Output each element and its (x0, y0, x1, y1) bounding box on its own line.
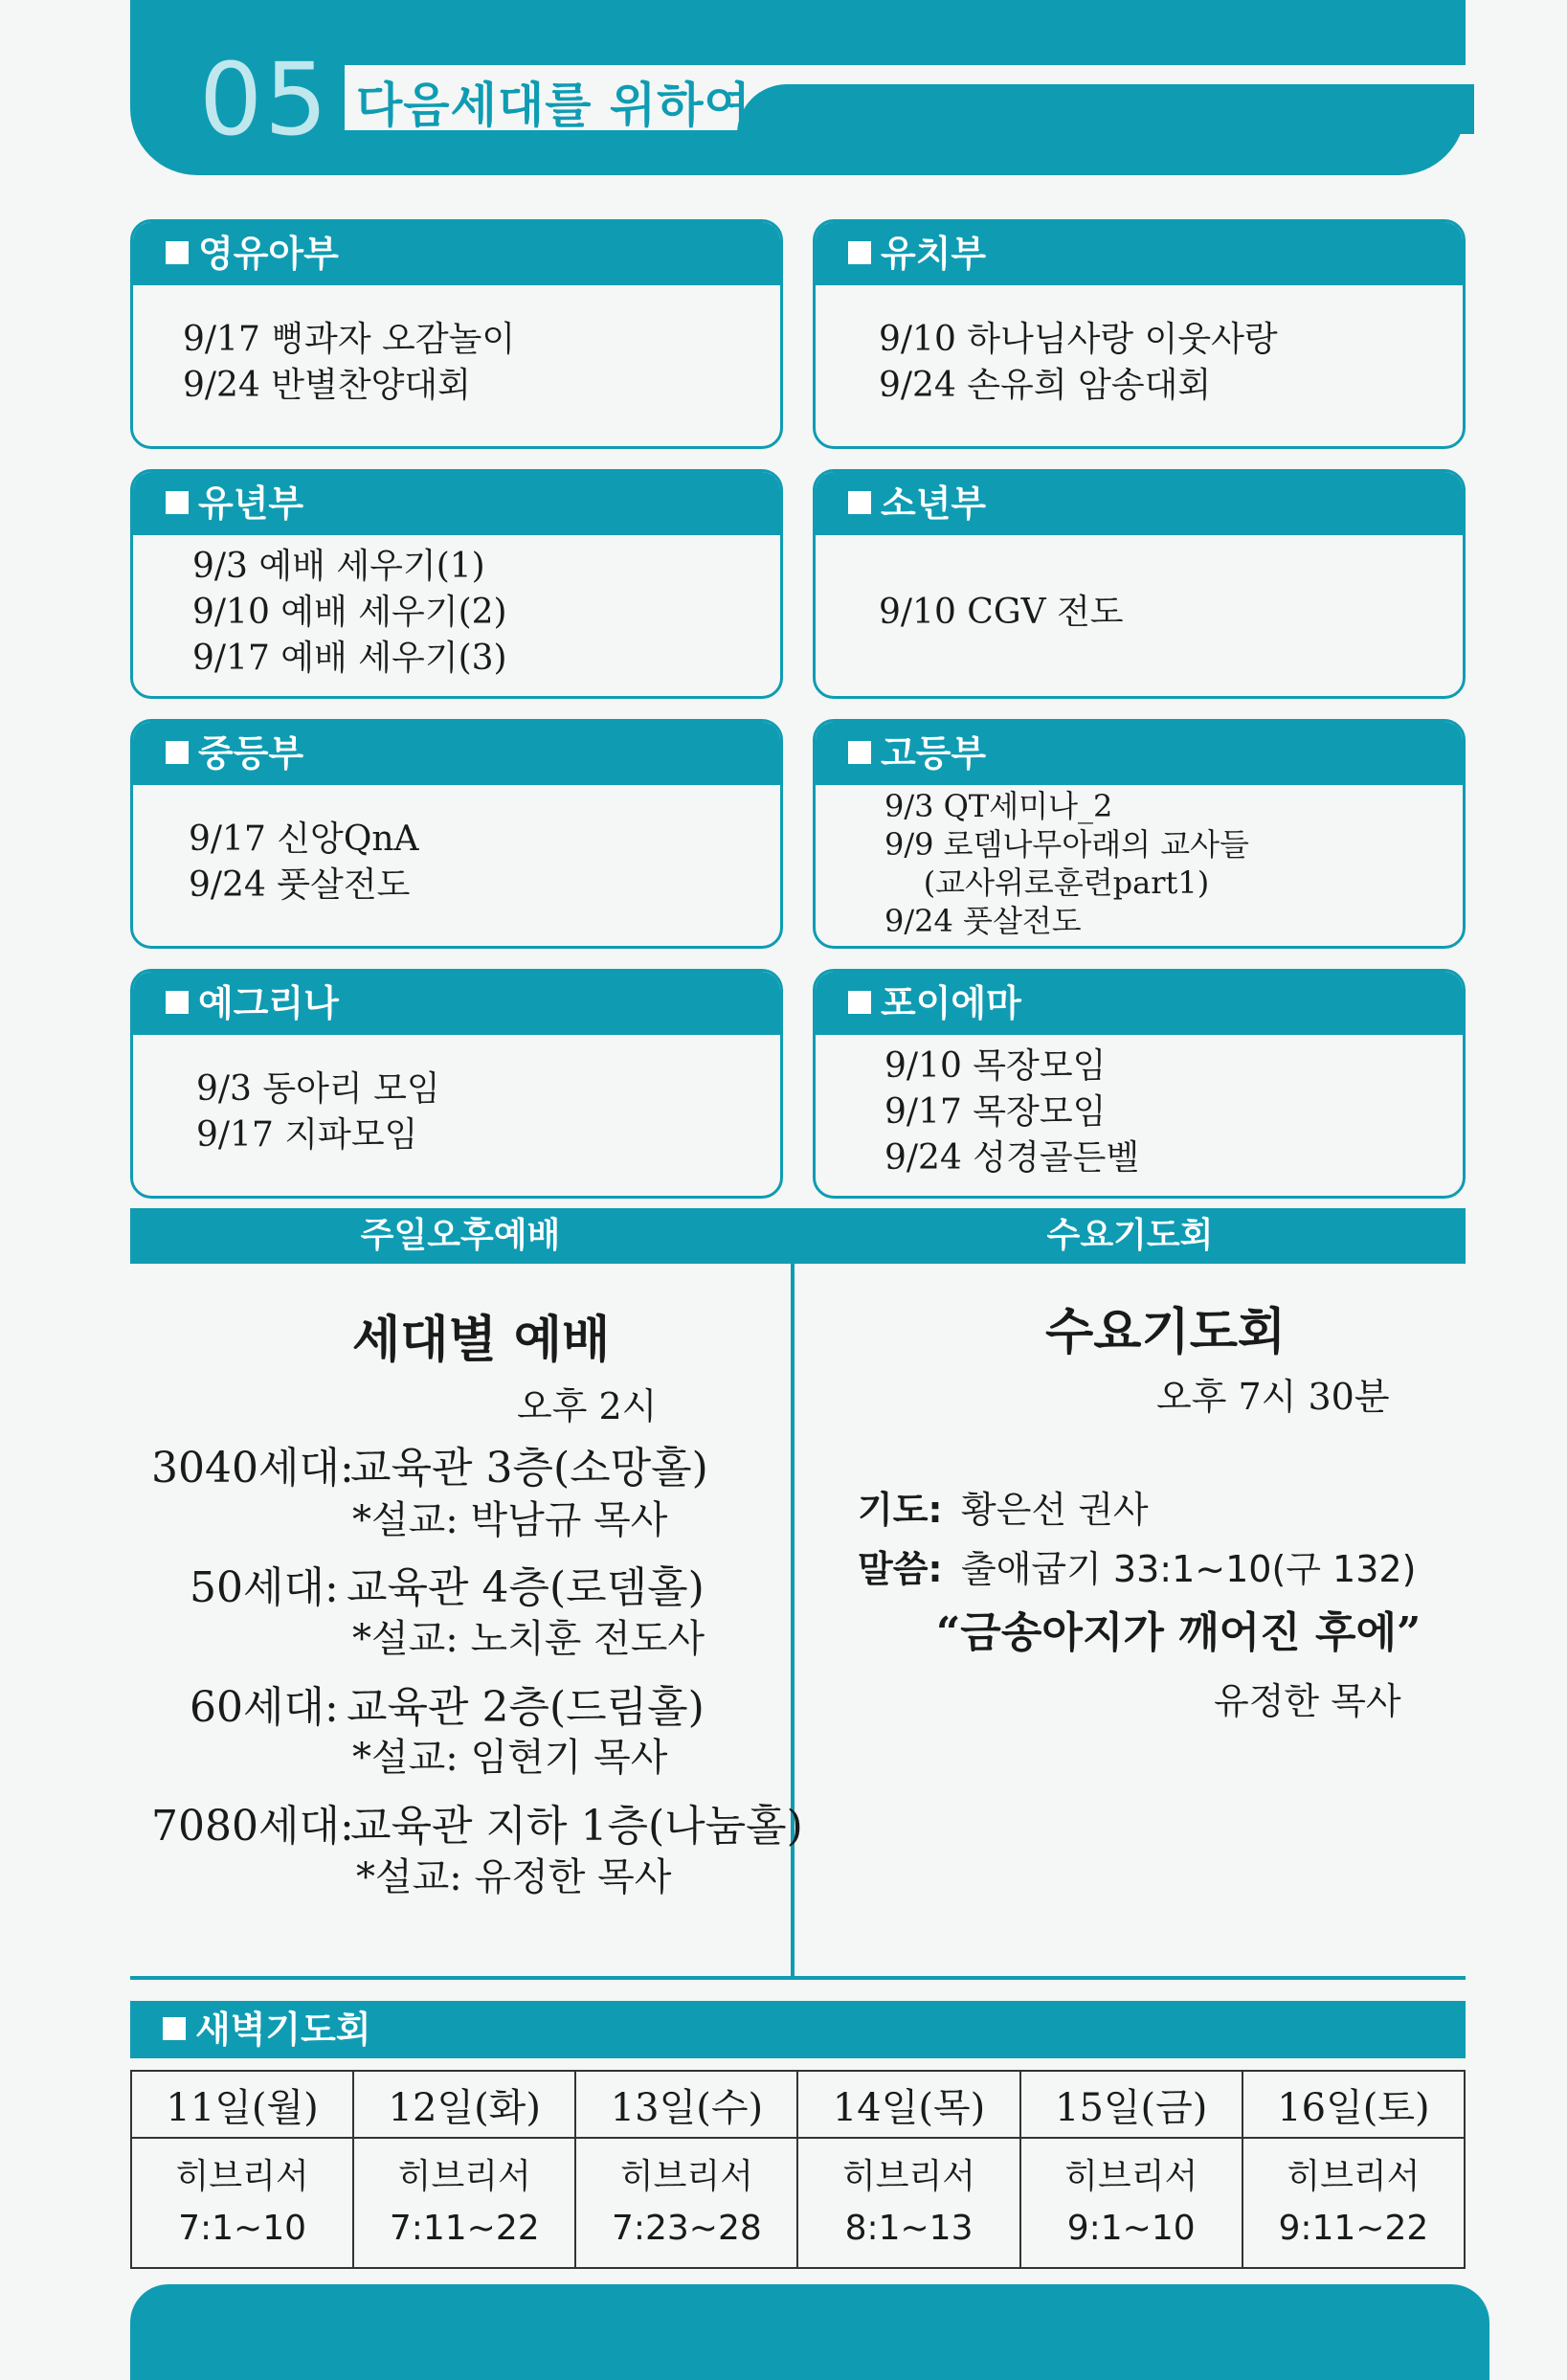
card-line: 9/3 예배 세우기(1) (192, 547, 485, 586)
card-line: 9/3 동아리 모임 (196, 1069, 440, 1109)
table-row (131, 2138, 1465, 2268)
passage-cell (1242, 2138, 1465, 2268)
section-title: 다음세대를 위하여 (356, 78, 751, 133)
card-line: 9/17 목장모임 (884, 1092, 1107, 1132)
department-card-infant (130, 219, 783, 449)
sermon-title: “금송아지가 깨어진 후에” (936, 1608, 1421, 1657)
card-title: 유년부 (198, 483, 304, 525)
chapter-verse: 9:11~22 (1278, 2209, 1429, 2248)
square-bullet-icon (848, 241, 871, 264)
sunday-title: 세대별 예배 (352, 1311, 611, 1369)
passage-cell (1020, 2138, 1242, 2268)
day-cell: 14일(목) (797, 2071, 1019, 2138)
department-card-children (130, 469, 783, 699)
generation-label: 50세대: (190, 1563, 339, 1612)
day-cell: 12일(화) (353, 2071, 575, 2138)
day-cell: 15일(금) (1020, 2071, 1242, 2138)
book-name: 히브리서 (397, 2157, 531, 2196)
scripture-reference: 출애굽기 33:1~10(구 132) (961, 1548, 1417, 1590)
square-bullet-icon (166, 991, 189, 1014)
wednesday-preacher: 유정한 목사 (1214, 1680, 1401, 1722)
department-card-poiema (813, 969, 1466, 1199)
generation-preacher: *설교: 유정한 목사 (356, 1855, 672, 1899)
card-line: 9/17 신앙QnA (189, 820, 419, 859)
card-line: 9/24 반별찬양대회 (183, 366, 471, 405)
card-line: 9/10 목장모임 (884, 1046, 1107, 1086)
generation-label: 3040세대: (151, 1444, 354, 1493)
section-divider (130, 1976, 1466, 1980)
wednesday-time: 오후 7시 30분 (1156, 1376, 1390, 1418)
square-bullet-icon (166, 241, 189, 264)
department-card-kindergarten (813, 219, 1466, 449)
dawn-prayer-header (130, 2001, 1466, 2058)
book-name: 히브리서 (175, 2157, 309, 2196)
department-card-youth (813, 469, 1466, 699)
generation-preacher: *설교: 노치훈 전도사 (352, 1617, 705, 1661)
department-card-middle-school (130, 719, 783, 949)
card-line: 9/24 성경골든벨 (884, 1138, 1140, 1178)
book-name: 히브리서 (1287, 2157, 1421, 2196)
card-line: (교사위로훈련part1) (884, 864, 1210, 901)
dawn-prayer-title: 새벽기도회 (195, 2009, 371, 2051)
sunday-service-bar: 주일오후예배 (130, 1208, 791, 1264)
wednesday-title: 수요기도회 (1045, 1303, 1287, 1361)
passage-cell (353, 2138, 575, 2268)
card-line: 9/17 지파모임 (196, 1115, 418, 1155)
card-line: 9/17 뻥과자 오감놀이 (183, 320, 516, 359)
generation-place: 교육관 4층(로뎀홀) (347, 1563, 705, 1612)
card-line: 9/24 풋살전도 (884, 903, 1082, 939)
day-cell: 16일(토) (1242, 2071, 1465, 2138)
chapter-verse: 7:1~10 (178, 2209, 307, 2248)
day-cell: 11일(월) (131, 2071, 353, 2138)
wednesday-service-bar: 수요기도회 (795, 1208, 1466, 1264)
sunday-time: 오후 2시 (517, 1385, 658, 1427)
passage-cell (575, 2138, 797, 2268)
day-cell: 13일(수) (575, 2071, 797, 2138)
card-title: 중등부 (198, 732, 304, 775)
department-card-young-adult (130, 969, 783, 1199)
card-title: 유치부 (881, 233, 987, 275)
book-name: 히브리서 (1064, 2157, 1198, 2196)
square-bullet-icon (848, 741, 871, 764)
passage-cell (131, 2138, 353, 2268)
card-line: 9/24 풋살전도 (189, 865, 411, 905)
card-line: 9/24 손유희 암송대회 (879, 366, 1212, 405)
header-strip-curve (737, 84, 1474, 134)
dawn-prayer-table (130, 2070, 1466, 2269)
department-card-high-school (813, 719, 1466, 949)
page-footer-band (130, 2284, 1489, 2380)
square-bullet-icon (163, 2017, 186, 2040)
book-name: 히브리서 (619, 2157, 753, 2196)
square-bullet-icon (848, 491, 871, 514)
column-divider (791, 1208, 795, 1980)
chapter-verse: 9:1~10 (1066, 2209, 1196, 2248)
card-line: 9/10 하나님사랑 이웃사랑 (879, 320, 1278, 359)
card-title: 영유아부 (198, 233, 339, 275)
card-line: 9/10 CGV 전도 (879, 593, 1124, 632)
chapter-verse: 8:1~13 (844, 2209, 974, 2248)
section-number: 05 (199, 41, 330, 158)
card-title: 소년부 (881, 483, 987, 525)
prayer-leader: 황은선 권사 (961, 1489, 1149, 1531)
chapter-verse: 7:23~28 (611, 2209, 762, 2248)
card-line: 9/3 QT세미나_2 (884, 788, 1113, 824)
word-label: 말씀: (858, 1548, 943, 1590)
card-title: 고등부 (881, 732, 987, 775)
generation-preacher: *설교: 임현기 목사 (352, 1736, 668, 1780)
square-bullet-icon (848, 991, 871, 1014)
card-title: 예그리나 (198, 982, 339, 1024)
generation-label: 7080세대: (151, 1802, 354, 1851)
chapter-verse: 7:11~22 (389, 2209, 540, 2248)
book-name: 히브리서 (841, 2157, 976, 2196)
table-header-row (131, 2071, 1465, 2138)
card-line: 9/10 예배 세우기(2) (192, 593, 507, 632)
prayer-label: 기도: (858, 1489, 943, 1531)
square-bullet-icon (166, 741, 189, 764)
card-line: 9/17 예배 세우기(3) (192, 639, 507, 678)
generation-place: 교육관 지하 1층(나눔홀) (350, 1802, 803, 1851)
generation-label: 60세대: (190, 1683, 339, 1732)
generation-place: 교육관 3층(소망홀) (350, 1444, 708, 1493)
generation-place: 교육관 2층(드림홀) (347, 1683, 705, 1732)
card-title: 포이에마 (881, 982, 1021, 1024)
card-line: 9/9 로뎀나무아래의 교사들 (884, 826, 1249, 863)
passage-cell (797, 2138, 1019, 2268)
generation-preacher: *설교: 박남규 목사 (352, 1498, 668, 1542)
square-bullet-icon (166, 491, 189, 514)
